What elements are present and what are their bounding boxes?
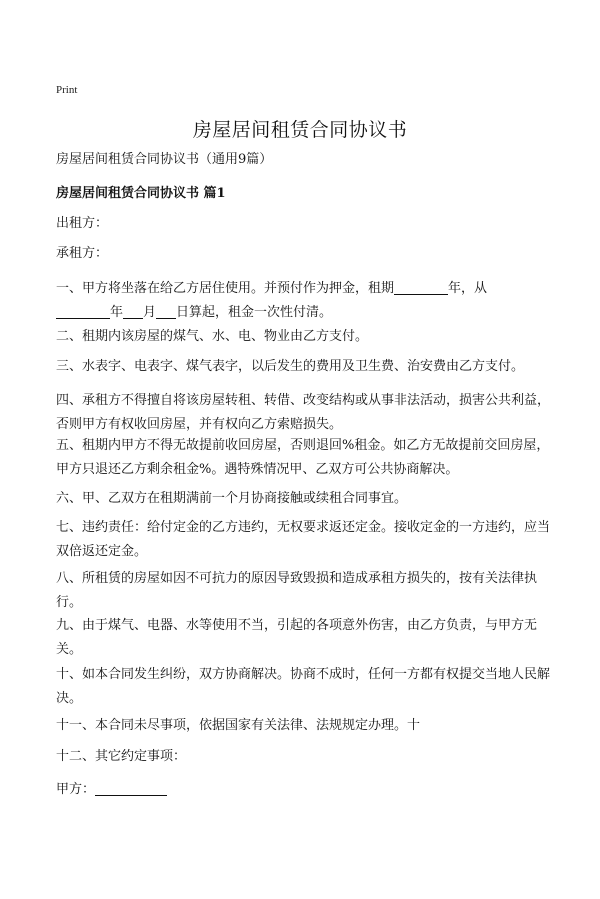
- party-a-signature-blank: [95, 779, 167, 796]
- clause-10: 十、如本合同发生纠纷，双方协商解决。协商不成时，任何一方都有权提交当地人民解决。: [56, 667, 551, 706]
- clause-1-text-b: 年，从: [448, 281, 488, 296]
- clause-2: 二、租期内该房屋的煤气、水、电、物业由乙方支付。: [56, 329, 369, 344]
- lessee-label: 承租方：: [56, 246, 109, 261]
- start-month-blank: [123, 302, 143, 319]
- start-year-blank: [56, 302, 110, 319]
- party-a-label: 甲方：: [56, 782, 96, 797]
- clause-1-text-e: 日算起，租金一次性付清。: [176, 305, 333, 320]
- lessor-label: 出租方：: [56, 216, 109, 231]
- document-title: 房屋居间租赁合同协议书: [192, 119, 408, 141]
- party-a-line: [56, 778, 550, 802]
- clause-3: 三、水表字、电表字、煤气表字，以后发生的费用及卫生费、治安费由乙方支付。: [56, 359, 525, 374]
- clause-6: 六、甲、乙双方在租期满前一个月协商接触或续租合同事宜。: [56, 491, 408, 506]
- clause-1: [56, 277, 550, 325]
- clause-1-text-c: 年: [110, 305, 124, 320]
- clause-12: 十二、其它约定事项：: [56, 749, 187, 764]
- start-day-blank: [156, 302, 176, 319]
- subtitle: 房屋居间租赁合同协议书（通用9篇）: [56, 152, 273, 167]
- clause-1-text-a: 一、甲方将坐落在给乙方居住使用。并预付作为押金，租期: [56, 281, 395, 296]
- clause-4: 四、承租方不得擅自将该房屋转租、转借、改变结构或从事非法活动，损害公共利益，否则甲方有权收回房屋，并有权向乙方索赔损失。: [56, 393, 551, 432]
- print-label[interactable]: Print: [56, 84, 78, 96]
- section-heading: 房屋居间租赁合同协议书 篇1: [56, 186, 226, 201]
- clause-9: 九、由于煤气、电器、水等使用不当，引起的各项意外伤害，由乙方负责，与甲方无关。: [56, 618, 538, 657]
- clause-11: 十一、本合同未尽事项，依据国家有关法律、法规规定办理。十: [56, 718, 421, 733]
- clause-1-text-d: 月: [143, 305, 157, 320]
- clause-8: 八、所租赁的房屋如因不可抗力的原因导致毁损和造成承租方损失的，按有关法律执行。: [56, 571, 538, 610]
- clause-7: 七、违约责任：给付定金的乙方违约，无权要求返还定金。接收定金的一方违约，应当双倍返还定金。: [56, 520, 551, 559]
- term-years-blank: [394, 278, 448, 295]
- clause-5: 五、租期内甲方不得无故提前收回房屋，否则退回%租金。如乙方无故提前交回房屋，甲方只退还乙方剩余租金%。遇特殊情况甲、乙双方可公共协商解决。: [56, 438, 550, 477]
